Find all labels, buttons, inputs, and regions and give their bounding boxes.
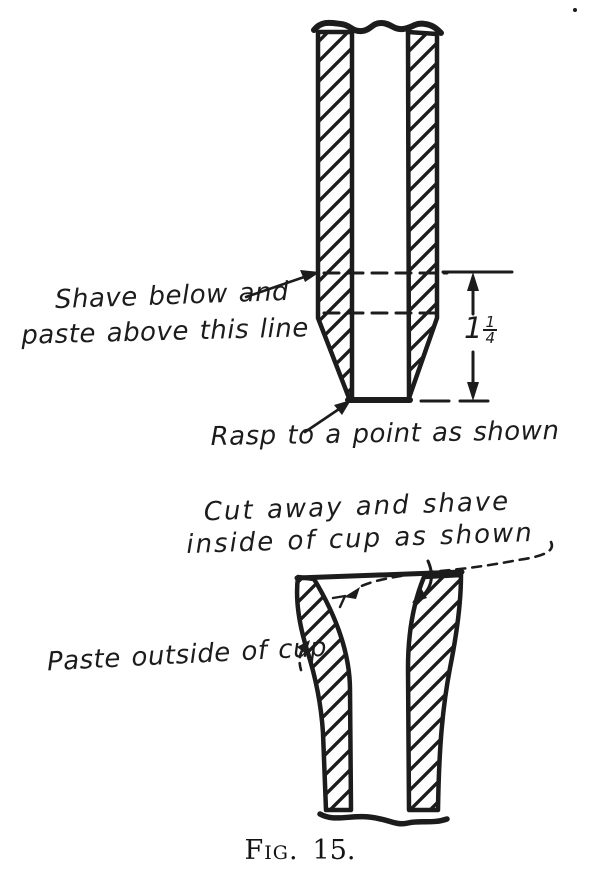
dimension-label bbox=[464, 310, 497, 347]
annotation-shave-line1: Shave below and bbox=[54, 276, 290, 316]
rasp-leader-arrowhead bbox=[334, 400, 351, 415]
dimension-numerator: 1 bbox=[485, 313, 495, 331]
annotation-shave-line2: paste above this line bbox=[20, 313, 310, 351]
annotation-rasp: Rasp to a point as shown bbox=[210, 415, 560, 453]
dimension-arrowhead-top bbox=[467, 272, 479, 291]
print-speck bbox=[573, 8, 577, 12]
caption-number: 15. bbox=[312, 835, 356, 866]
cup-cross-section bbox=[297, 542, 552, 824]
cut-leader-arrowhead-left bbox=[344, 587, 360, 599]
figure-caption bbox=[245, 835, 356, 866]
cup-right-wall bbox=[408, 575, 461, 810]
cup-left-wall bbox=[297, 577, 351, 810]
tube-left-wall bbox=[318, 32, 352, 398]
annotation-paste: Paste outside of cup bbox=[46, 632, 328, 678]
cup-bottom-break-line bbox=[320, 814, 447, 824]
dimension-fraction bbox=[483, 315, 497, 345]
tube-cross-section bbox=[246, 23, 512, 432]
cut-leader-barb-left bbox=[333, 596, 345, 607]
annotation-cut-line2: inside of cup as shown bbox=[185, 517, 535, 561]
tube-right-wall bbox=[408, 32, 437, 398]
dimension-whole: 1 bbox=[464, 310, 483, 345]
dimension-arrowhead-bottom bbox=[467, 382, 479, 401]
annotation-cut-line1: Cut away and shave bbox=[203, 486, 511, 528]
dimension-denominator: 4 bbox=[485, 329, 495, 347]
caption-prefix: Fig. bbox=[244, 835, 299, 866]
